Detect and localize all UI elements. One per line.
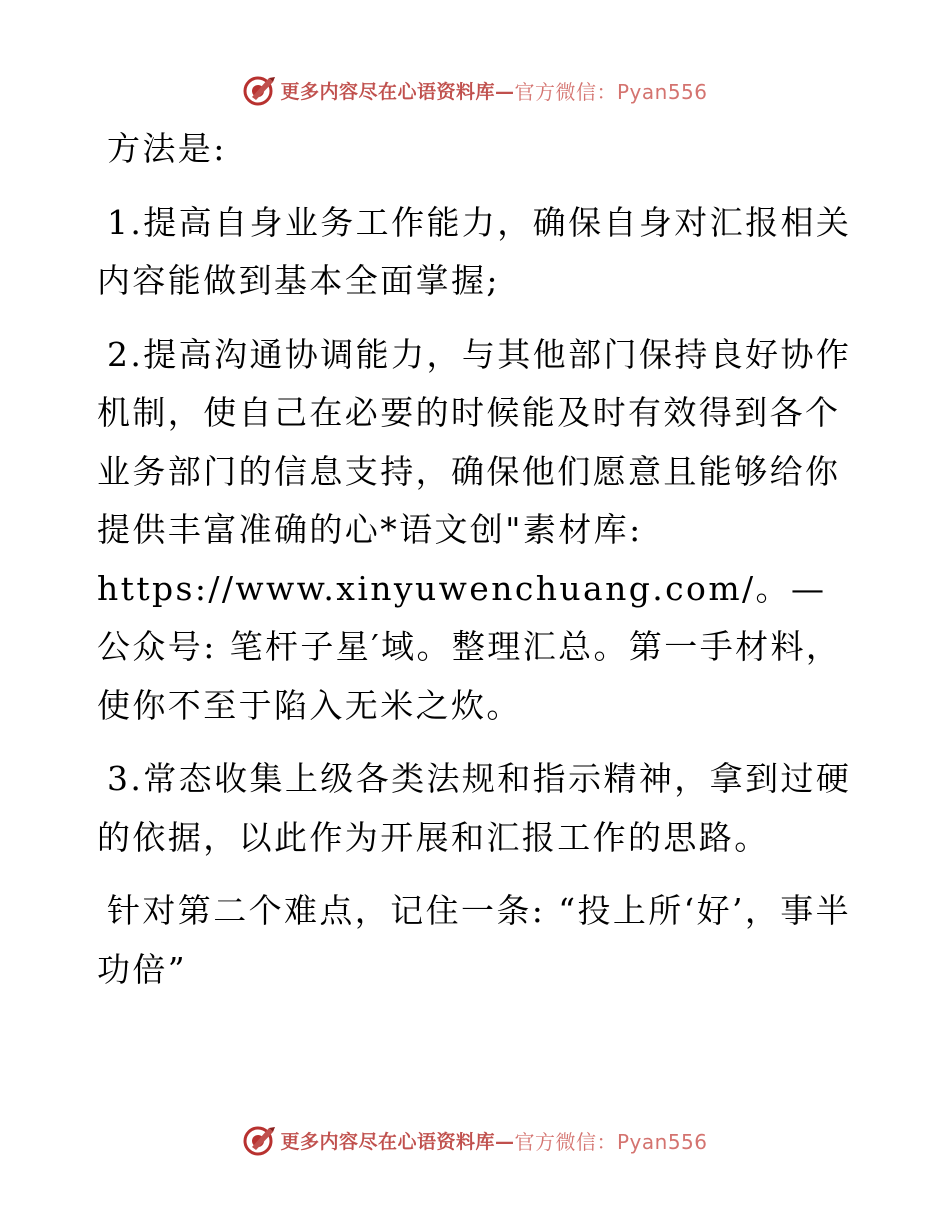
paragraph-item-2: 2.提高沟通协调能力，与其他部门保持良好协作机制，使自己在必要的时候能及时有效得到各个业务部门的信息支持，确保他们愿意且能够给你提供丰富准确的心*语文创"素材库: https://www.xinyuwenchuang.com/。—公众号: 笔杆子星′域。整理汇总。第一手材料，使你不至于陷入无米之炊。 xyxy=(97,334,852,725)
paragraph-conclusion: 针对第二个难点，记住一条: “投上所‘好’，事半功倍” xyxy=(97,891,852,989)
banner-contact: 官方微信：Pyan556 xyxy=(514,79,708,104)
header-banner xyxy=(0,70,950,110)
banner-title: 更多内容尽在心语资料库— xyxy=(280,80,515,103)
paragraph-item-1: 1.提高自身业务工作能力，确保自身对汇报相关内容能做到基本全面掌握; xyxy=(97,202,852,300)
pen-logo-icon xyxy=(242,73,276,107)
pen-logo-icon xyxy=(242,1123,276,1157)
document-body xyxy=(97,120,857,999)
footer-banner xyxy=(0,1120,950,1160)
banner-title: 更多内容尽在心语资料库— xyxy=(280,1130,515,1153)
paragraph-intro: 方法是: xyxy=(107,129,227,168)
paragraph-item-3: 3.常态收集上级各类法规和指示精神，拿到过硬的依据，以此作为开展和汇报工作的思路。 xyxy=(97,759,852,857)
banner-contact: 官方微信：Pyan556 xyxy=(514,1129,708,1154)
